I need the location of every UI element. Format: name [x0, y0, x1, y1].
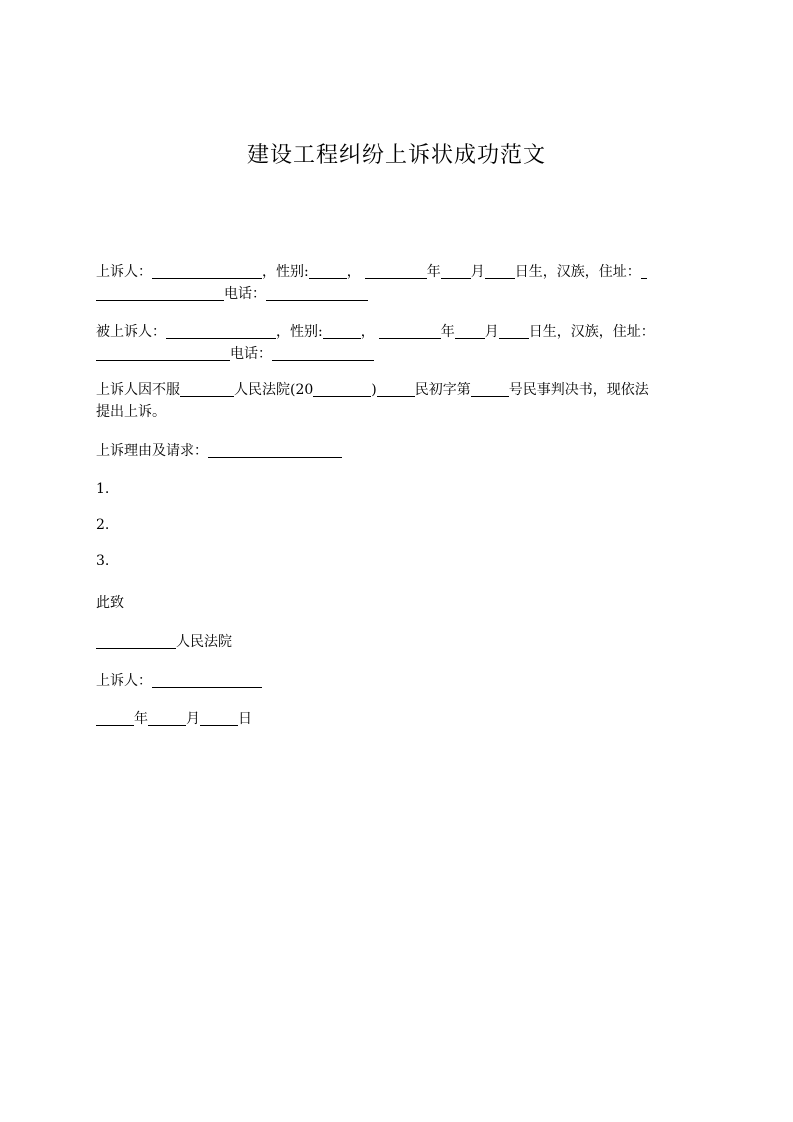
appellee-label: 被上诉人：	[96, 324, 166, 340]
court-line	[96, 631, 706, 653]
document-title: 建设工程纠纷上诉状成功范文	[246, 143, 546, 168]
birth-year-blank	[365, 263, 427, 279]
month-label: 月	[484, 324, 499, 340]
closing-line: 此致	[96, 595, 124, 611]
list-item: 2.	[96, 517, 110, 533]
appeal-text: 上诉人因不服	[96, 382, 180, 398]
date-day-label: 日	[238, 711, 252, 727]
appeal-text: )	[371, 382, 377, 398]
signature-label: 上诉人：	[96, 673, 152, 689]
appeal-text: 提出上诉。	[96, 404, 166, 420]
date-month-blank	[148, 710, 186, 726]
birth-year-blank	[379, 323, 441, 339]
comma: ，	[346, 264, 361, 280]
day-ethnicity-address-label: 日生，汉族，住址：	[514, 264, 641, 280]
appellant-name-blank	[152, 263, 262, 279]
day-ethnicity-address-label: 日生，汉族，住址：	[528, 324, 655, 340]
gender-blank	[323, 323, 361, 339]
list-item: 3.	[96, 553, 110, 569]
birth-day-blank	[499, 323, 529, 339]
address-blank	[96, 345, 230, 361]
year-label: 年	[440, 324, 455, 340]
signature-blank	[152, 672, 262, 688]
signature-line	[96, 670, 706, 692]
date-line	[96, 708, 706, 730]
appeal-text: 民初字第	[414, 382, 471, 398]
date-year-label: 年	[134, 711, 148, 727]
year-label: 年	[426, 264, 441, 280]
phone-label: 电话：	[224, 286, 266, 302]
gender-label: ，性别:	[262, 264, 309, 280]
gender-blank	[309, 263, 347, 279]
appellant-line-2	[96, 283, 706, 305]
appeal-statement-line-1	[96, 379, 706, 401]
court-blank	[180, 381, 234, 397]
gender-label: ，性别:	[276, 324, 323, 340]
reasons-blank	[208, 442, 342, 458]
appellee-line-2	[96, 343, 706, 365]
phone-label: 电话：	[230, 346, 272, 362]
list-item: 1.	[96, 481, 110, 497]
reasons-label: 上诉理由及请求：	[96, 443, 208, 459]
date-month-label: 月	[186, 711, 200, 727]
phone-blank	[266, 285, 368, 301]
comma: ，	[360, 324, 375, 340]
birth-day-blank	[485, 263, 515, 279]
appeal-text: 号民事判决书，现依法	[508, 382, 649, 398]
reasons-line	[96, 440, 706, 462]
appellant-line-1	[96, 261, 706, 283]
appeal-text: 人民法院(20	[234, 382, 314, 398]
case-type-blank	[377, 381, 415, 397]
appellant-label: 上诉人：	[96, 264, 152, 280]
birth-month-blank	[455, 323, 485, 339]
appellee-name-blank	[166, 323, 276, 339]
phone-blank	[272, 345, 374, 361]
case-number-blank	[471, 381, 509, 397]
appellee-line-1	[96, 321, 706, 343]
case-year-blank	[313, 381, 371, 397]
date-year-blank	[96, 710, 134, 726]
address-blank	[96, 285, 224, 301]
birth-month-blank	[441, 263, 471, 279]
month-label: 月	[470, 264, 485, 280]
court-name-blank	[96, 633, 176, 649]
date-day-blank	[200, 710, 238, 726]
appeal-statement-line-2	[96, 401, 706, 423]
court-suffix: 人民法院	[176, 634, 232, 650]
address-blank-start	[641, 263, 647, 279]
